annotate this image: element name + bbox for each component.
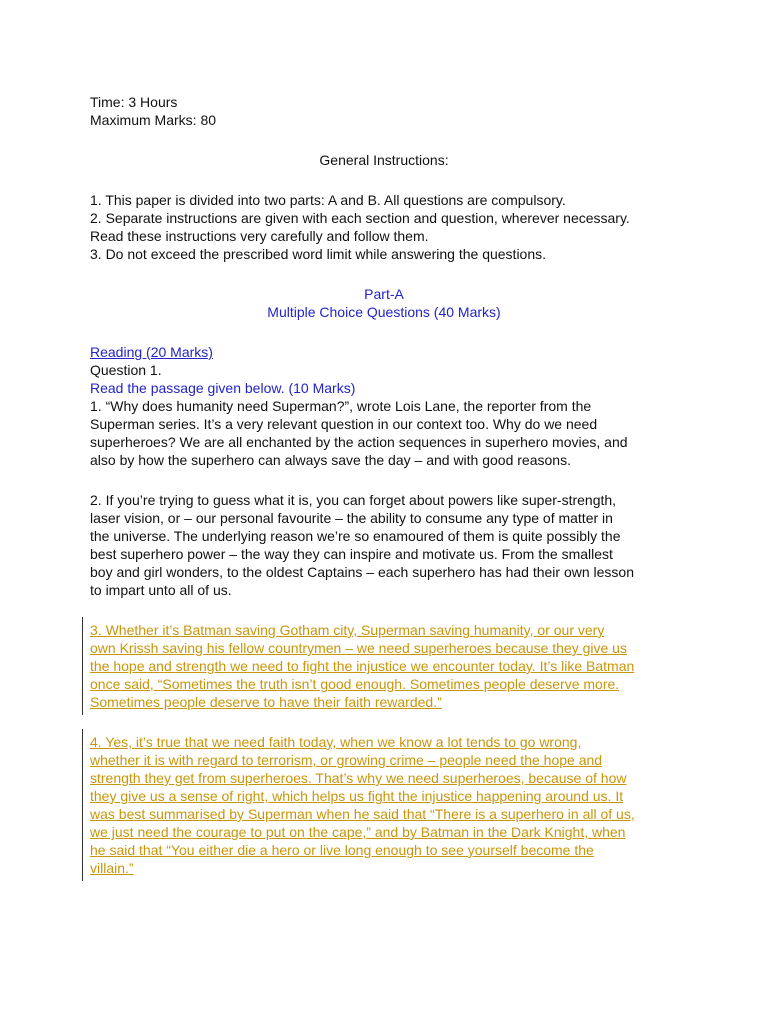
passage-line: 3. Whether it’s Batman saving Gotham city, Superman saving humanity, or our very — [90, 622, 605, 638]
exam-header — [90, 93, 690, 129]
part-subtitle: Multiple Choice Questions (40 Marks) — [267, 304, 501, 320]
passage-line: superheroes? We are all enchanted by the action sequences in superhero movies, and — [90, 434, 628, 450]
passage-line: the hope and strength we need to fight the injustice we encounter today. It’s like Batman — [90, 658, 635, 674]
passage-line: whether it is with regard to terrorism, or growing crime – people need the hope and — [90, 752, 603, 768]
change-bar — [82, 729, 83, 881]
time-allowed: Time: 3 Hours — [90, 94, 178, 110]
passage-line: own Krissh saving his fellow countrymen – we need superheroes because they give us — [90, 640, 627, 656]
passage-line: they give us a sense of right, which helps us fight the injustice happening around us. It — [90, 788, 624, 804]
instructions-list — [90, 191, 690, 263]
exam-document — [90, 93, 690, 877]
passage-paragraph-2 — [90, 491, 690, 599]
passage-line: boy and girl wonders, to the oldest Captains – each superhero has had their own lesson — [90, 564, 635, 580]
part-title: Part-A — [364, 286, 404, 302]
passage-line: 1. “Why does humanity need Superman?”, wrote Lois Lane, the reporter from the — [90, 398, 592, 414]
passage-line: once said, “Sometimes the truth isn’t good enough. Sometimes people deserve more. — [90, 676, 620, 692]
passage-line: he said that “You either die a hero or live long enough to see yourself become the — [90, 842, 594, 858]
passage-line: 4. Yes, it’s true that we need faith today, when we know a lot tends to go wrong, — [90, 734, 582, 750]
instruction-line: 2. Separate instructions are given with each section and question, wherever necessary. — [90, 210, 630, 226]
instructions-title: General Instructions: — [319, 152, 449, 168]
instruction-line: Read these instructions very carefully and follow them. — [90, 228, 429, 244]
passage-line: also by how the superhero can always save the day – and with good reasons. — [90, 452, 571, 468]
passage-paragraph-1 — [90, 397, 690, 469]
reading-section — [90, 343, 690, 397]
passage-line: best superhero power – the way they can inspire and motivate us. From the smallest — [90, 546, 613, 562]
passage-line: villain.” — [90, 860, 134, 876]
passage-line: to impart unto all of us. — [90, 582, 232, 598]
question-number: Question 1. — [90, 362, 162, 378]
question-prompt: Read the passage given below. (10 Marks) — [90, 380, 356, 396]
maximum-marks: Maximum Marks: 80 — [90, 112, 217, 128]
instruction-line: 3. Do not exceed the prescribed word limit while answering the questions. — [90, 246, 547, 262]
reading-section-link[interactable]: Reading (20 Marks) — [90, 344, 213, 360]
instruction-line: 1. This paper is divided into two parts: A and B. All questions are compulsory. — [90, 192, 566, 208]
passage-line: the universe. The underlying reason we’re so enamoured of them is quite possibly the — [90, 528, 621, 544]
passage-line: Superman series. It’s a very relevant question in our context too. Why do we need — [90, 416, 598, 432]
passage-line: laser vision, or – our personal favourite – the ability to consume any type of matter in — [90, 510, 613, 526]
passage-line: was best summarised by Superman when he said that “There is a superhero in all of us, — [90, 806, 635, 822]
passage-line: Sometimes people deserve to have their faith rewarded.” — [90, 694, 442, 710]
passage-line: we just need the courage to put on the cape,” and by Batman in the Dark Knight, when — [90, 824, 626, 840]
passage-line: 2. If you’re trying to guess what it is, you can forget about powers like super-strength, — [90, 492, 617, 508]
passage-paragraph-4 — [90, 733, 690, 877]
change-bar — [82, 617, 83, 715]
part-heading — [90, 285, 678, 321]
passage-paragraph-3 — [90, 621, 690, 711]
passage-line: strength they get from superheroes. That’s why we need superheroes, because of how — [90, 770, 627, 786]
